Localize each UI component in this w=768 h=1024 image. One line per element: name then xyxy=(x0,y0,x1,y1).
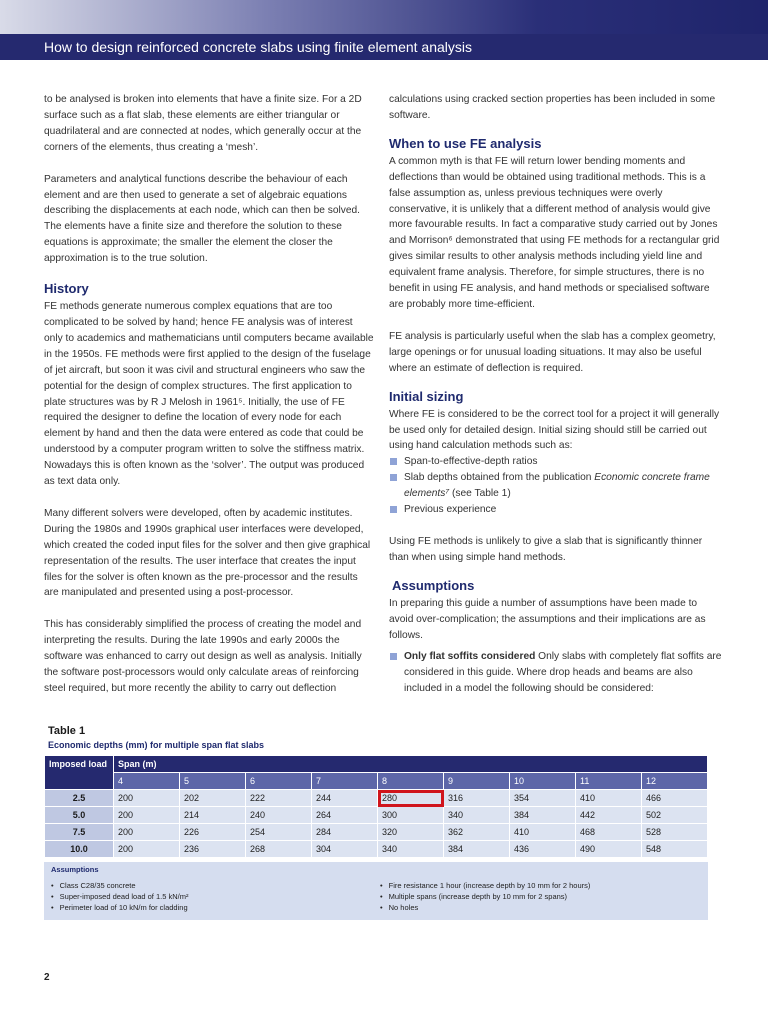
depth-cell: 254 xyxy=(246,824,312,841)
span-header-cell: 11 xyxy=(576,773,642,790)
depth-cell: 268 xyxy=(246,841,312,858)
section-heading-when-to-use: When to use FE analysis xyxy=(389,135,542,151)
assumption-item: • Class C28/35 concrete xyxy=(51,880,188,891)
depth-cell: 236 xyxy=(180,841,246,858)
span-header-cell: 4 xyxy=(114,773,180,790)
depth-cell: 200 xyxy=(114,807,180,824)
span-header-cell: 12 xyxy=(642,773,708,790)
depth-cell: 300 xyxy=(378,807,444,824)
square-bullet-icon xyxy=(390,506,397,513)
table-row xyxy=(45,807,708,824)
table-row xyxy=(45,824,708,841)
span-header-cell: 6 xyxy=(246,773,312,790)
paragraph: Many different solvers were developed, often by academic institutes. During the 1980s and 1990s graphical user interfaces were developed, which created the coded input files for the solver and then give graphical representation of the results. The user interface that creates the input files for the solver is often known as the pre-processor and the results are manipulated and presented using a post-processor. xyxy=(44,507,371,599)
depth-cell: 362 xyxy=(444,824,510,841)
list-item: Span-to-effective-depth ratios xyxy=(389,454,724,470)
load-cell: 5.0 xyxy=(45,807,114,824)
depth-cell: 284 xyxy=(312,824,378,841)
header-gradient-band xyxy=(0,0,768,34)
paragraph: This has considerably simplified the process of creating the model and interpreting the results. During the late 1990s and early 2000s the software was enhanced to carry out design as well as analysis. Initially the software post-processors would only calculate areas of reinforcing steel required, but more recently the ability to carry out deflection xyxy=(44,619,362,694)
depth-cell: 200 xyxy=(114,790,180,807)
assumption-item: • Super-imposed dead load of 1.5 kN/m² xyxy=(51,891,188,902)
assumption-item: • No holes xyxy=(380,902,590,913)
depth-cell: 264 xyxy=(312,807,378,824)
depth-cell: 354 xyxy=(510,790,576,807)
list-item: Previous experience xyxy=(389,502,724,518)
depth-cell: 384 xyxy=(444,841,510,858)
highlighted-depth-cell: 280 xyxy=(378,790,444,807)
depth-cell: 340 xyxy=(444,807,510,824)
square-bullet-icon xyxy=(390,458,397,465)
depth-cell: 410 xyxy=(576,790,642,807)
paragraph: to be analysed is broken into elements that have a finite size. For a 2D surface such as a flat slab, these elements are either triangular or quadrilateral and are connected at nodes, which generally occur at the corners of the elements, thus creating a ‘mesh’. xyxy=(44,94,362,153)
span-header: Span (m) xyxy=(114,756,708,773)
load-cell: 2.5 xyxy=(45,790,114,807)
paragraph: Where FE is considered to be the correct tool for a project it will generally be used only for detailed design. Initial sizing should still be carried out using hand calculation methods such as: xyxy=(389,408,720,452)
assumptions-title: Assumptions xyxy=(51,865,99,874)
section-heading-assumptions: Assumptions xyxy=(392,577,475,593)
header-bar xyxy=(0,34,768,60)
section-heading-initial-sizing: Initial sizing xyxy=(389,388,464,404)
span-header-cell: 5 xyxy=(180,773,246,790)
depth-cell: 222 xyxy=(246,790,312,807)
paragraph: Parameters and analytical functions describe the behaviour of each element and are then used to generate a set of algebraic equations describing the displacements at each node, which can then be solved. The elements have a finite size and therefore the solution to these equations is approximate; the smaller the element the closer the approximation is to the true solution. xyxy=(44,173,361,265)
depth-cell: 466 xyxy=(642,790,708,807)
list-item: Only flat soffits considered Only slabs with completely flat soffits are considered in this guide. Where drop heads and beams are also included in a model the following should be considered: xyxy=(389,649,724,697)
table-row xyxy=(45,841,708,858)
economic-depths-table xyxy=(44,755,708,858)
depth-cell: 200 xyxy=(114,841,180,858)
assumption-item: • Perimeter load of 10 kN/m for cladding xyxy=(51,902,188,913)
depth-cell: 490 xyxy=(576,841,642,858)
span-header-cell: 7 xyxy=(312,773,378,790)
table-row xyxy=(45,790,708,807)
depth-cell: 468 xyxy=(576,824,642,841)
depth-cell: 316 xyxy=(444,790,510,807)
paragraph: In preparing this guide a number of assumptions have been made to avoid over-complication; the assumptions and their implications are as follows. xyxy=(389,597,706,641)
depth-cell: 226 xyxy=(180,824,246,841)
sizing-list xyxy=(389,454,724,518)
list-item: Slab depths obtained from the publication Economic concrete frame elements⁷ (see Table 1) xyxy=(389,470,724,502)
depth-cell: 304 xyxy=(312,841,378,858)
table-assumptions xyxy=(44,862,708,920)
span-header-cell: 9 xyxy=(444,773,510,790)
depth-cell: 442 xyxy=(576,807,642,824)
assumption-item: • Multiple spans (increase depth by 10 mm for 2 spans) xyxy=(380,891,590,902)
depth-cell: 200 xyxy=(114,824,180,841)
depth-cell: 502 xyxy=(642,807,708,824)
span-header-cell: 8 xyxy=(378,773,444,790)
square-bullet-icon xyxy=(390,653,397,660)
section-heading-history: History xyxy=(44,281,89,297)
paragraph: FE analysis is particularly useful when the slab has a complex geometry, large openings or for unusual loading situations. It may also be useful where an estimate of deflection is required. xyxy=(389,330,716,374)
paragraph: A common myth is that FE will return lower bending moments and deflections than would be obtained using traditional methods. This is a false assumption as, unless previous techniques were overly conservative, it is unlikely that a different method of analysis would give more favourable results. In fact a comparative study carried out by Jones and Morrison⁶ demonstrated that using FE methods for a rectangular grid gives similar results to other analysis methods including yield line and equivalent frame analysis. Therefore, for simple structures, there is no benefit in using FE analysis, and hand methods or specialised software are probably more time-efficient. xyxy=(389,155,720,310)
depth-cell: 340 xyxy=(378,841,444,858)
assumptions-left xyxy=(51,880,188,913)
span-header-cell: 10 xyxy=(510,773,576,790)
assumption-item: • Fire resistance 1 hour (increase depth by 10 mm for 2 hours) xyxy=(380,880,590,891)
depth-cell: 548 xyxy=(642,841,708,858)
page-number: 2 xyxy=(44,972,50,983)
right-column xyxy=(389,92,724,697)
depth-cell: 320 xyxy=(378,824,444,841)
depth-cell: 214 xyxy=(180,807,246,824)
square-bullet-icon xyxy=(390,474,397,481)
left-column xyxy=(44,92,374,697)
depth-cell: 410 xyxy=(510,824,576,841)
load-cell: 10.0 xyxy=(45,841,114,858)
assumptions-right xyxy=(380,880,590,913)
imposed-load-header: Imposed load xyxy=(45,756,114,790)
table-subtitle: Economic depths (mm) for multiple span flat slabs xyxy=(48,740,265,750)
table-title: Table 1 xyxy=(48,725,86,737)
depth-cell: 436 xyxy=(510,841,576,858)
depth-cell: 240 xyxy=(246,807,312,824)
load-cell: 7.5 xyxy=(45,824,114,841)
depth-cell: 384 xyxy=(510,807,576,824)
publication-title: Economic concrete frame elements⁷ xyxy=(404,472,710,500)
paragraph: calculations using cracked section properties has been included in some software. xyxy=(389,94,716,121)
assumptions-list xyxy=(389,649,724,697)
paragraph: Using FE methods is unlikely to give a slab that is significantly thinner than when using simple hand methods. xyxy=(389,535,703,563)
depth-cell: 528 xyxy=(642,824,708,841)
depth-cell: 244 xyxy=(312,790,378,807)
page-title: How to design reinforced concrete slabs using finite element analysis xyxy=(44,39,473,55)
depth-cell: 202 xyxy=(180,790,246,807)
paragraph: FE methods generate numerous complex equations that are too complicated to be solved by hand; hence FE analysis was of interest only to academics and mathematicians until computers became available in the 1950s. FE methods were first applied to the design of the fuselage of jet aircraft, but soon it was civil and structural engineers who saw the potential for the design of complex structures. The first application to plate structures was by R J Melosh in 1961⁵. Initially, the use of FE required the designer to define the location of every node for each element by hand and then the data were entered as code that could be understood by a computer program written to solve the stiffness matrix. Nowadays this is often known as the ‘solver’. The output was produced as text data only. xyxy=(44,301,374,488)
